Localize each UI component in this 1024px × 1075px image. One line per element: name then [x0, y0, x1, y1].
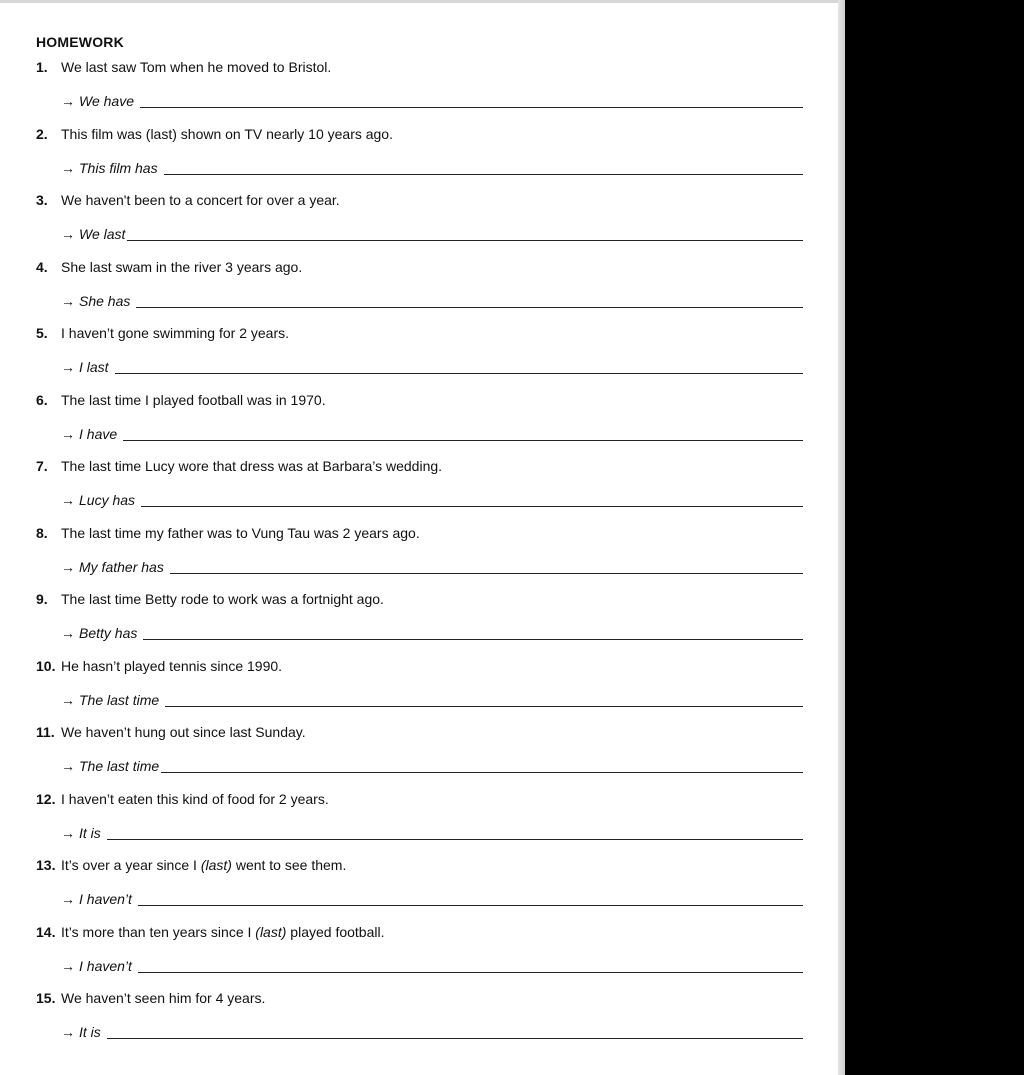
question-number: 3.: [36, 192, 48, 208]
question-text: We haven't been to a concert for over a year.: [61, 192, 340, 208]
exercise-question: [36, 657, 282, 675]
worksheet-title: HOMEWORK: [36, 34, 124, 50]
exercise-question: [36, 723, 306, 741]
question-text: The last time Lucy wore that dress was at Barbara’s wedding.: [61, 458, 443, 474]
arrow-icon: →: [61, 758, 75, 774]
answer-blank[interactable]: [140, 93, 803, 108]
arrow-icon: →: [61, 93, 75, 109]
answer-line: [61, 90, 803, 110]
arrow-icon: →: [61, 625, 75, 641]
question-number: 4.: [36, 258, 48, 275]
question-text: The last time Betty rode to work was a fortnight ago.: [61, 591, 384, 607]
answer-prompt: It is: [79, 824, 101, 841]
question-number: 7.: [36, 458, 48, 474]
question-hint: (last): [255, 923, 287, 940]
exercise-question: [36, 524, 420, 542]
answer-blank[interactable]: [165, 692, 803, 707]
exercise-item-2: [0, 125, 845, 192]
question-text: The last time I played football was in 1970.: [61, 391, 326, 408]
answer-blank[interactable]: [141, 492, 803, 507]
answer-prompt: Lucy has: [79, 492, 136, 508]
answer-blank[interactable]: [170, 559, 803, 574]
answer-line: [61, 423, 803, 443]
exercise-item-5: [0, 324, 845, 391]
question-number: 13.: [36, 857, 56, 873]
exercise-question: [36, 590, 384, 608]
answer-blank[interactable]: [127, 226, 803, 241]
question-text: I haven’t eaten this kind of food for 2 years.: [61, 790, 329, 807]
answer-blank[interactable]: [107, 1024, 803, 1039]
answer-prompt: I haven’t: [79, 891, 132, 907]
question-text: It’s more than ten years since I: [61, 923, 256, 940]
answer-line: [61, 755, 803, 775]
exercise-item-14: [0, 923, 845, 990]
arrow-icon: →: [61, 159, 75, 176]
answer-line: [61, 356, 803, 376]
answer-line: [61, 822, 803, 842]
answer-line: [61, 622, 803, 642]
question-number: 14.: [36, 923, 56, 940]
arrow-icon: →: [61, 691, 75, 708]
question-number: 12.: [36, 790, 56, 807]
question-number: 8.: [36, 524, 48, 541]
arrow-icon: →: [61, 425, 75, 442]
answer-blank[interactable]: [123, 426, 803, 441]
arrow-icon: →: [61, 957, 75, 974]
answer-blank[interactable]: [143, 625, 803, 640]
exercise-item-13: [0, 856, 845, 923]
exercise-item-3: [0, 191, 845, 258]
answer-line: [61, 223, 803, 243]
question-text: I haven’t gone swimming for 2 years.: [61, 325, 289, 341]
answer-line: [61, 888, 803, 908]
exercise-item-15: [0, 989, 845, 1056]
answer-blank[interactable]: [164, 160, 803, 175]
answer-line: [61, 556, 803, 576]
exercise-item-4: [0, 258, 845, 325]
answer-line: [61, 157, 803, 177]
question-number: 6.: [36, 391, 48, 408]
question-number: 11.: [36, 724, 55, 740]
answer-blank[interactable]: [136, 293, 803, 308]
question-text: We haven’t seen him for 4 years.: [61, 990, 266, 1006]
exercise-question: [36, 58, 331, 76]
answer-line: [61, 290, 803, 310]
exercise-item-1: [0, 58, 845, 125]
question-number: 9.: [36, 591, 48, 607]
exercise-item-11: [0, 723, 845, 790]
question-number: 10.: [36, 657, 56, 674]
page-top-edge: [0, 0, 842, 3]
answer-prompt: We have: [79, 93, 134, 109]
question-number: 5.: [36, 325, 48, 341]
exercise-question: [36, 923, 384, 941]
answer-prompt: I last: [79, 359, 109, 375]
answer-blank[interactable]: [115, 359, 803, 374]
exercise-question: [36, 125, 393, 143]
answer-prompt: I have: [79, 425, 118, 442]
exercise-item-7: [0, 457, 845, 524]
exercise-item-12: [0, 790, 845, 857]
question-text: The last time my father was to Vung Tau was 2 years ago.: [61, 524, 420, 541]
exercise-question: [36, 324, 289, 342]
question-text: We haven’t hung out since last Sunday.: [61, 724, 306, 740]
answer-blank[interactable]: [107, 825, 803, 840]
answer-line: [61, 489, 803, 509]
exercise-item-8: [0, 524, 845, 591]
arrow-icon: →: [61, 292, 75, 309]
answer-prompt: She has: [79, 292, 131, 309]
exercise-question: [36, 391, 326, 409]
answer-line: [61, 1021, 803, 1041]
exercise-question: [36, 856, 346, 874]
arrow-icon: →: [61, 824, 75, 841]
answer-prompt: The last time: [79, 691, 160, 708]
answer-prompt: The last time: [79, 758, 160, 774]
answer-line: [61, 955, 803, 975]
question-hint: (last): [200, 857, 232, 873]
exercise-question: [36, 258, 302, 276]
exercise-item-10: [0, 657, 845, 724]
exercise-question: [36, 457, 442, 475]
answer-prompt: We last: [79, 226, 126, 242]
question-text: This film was (last) shown on TV nearly 10 years ago.: [61, 125, 393, 142]
arrow-icon: →: [61, 226, 75, 242]
answer-prompt: Betty has: [79, 625, 138, 641]
answer-blank[interactable]: [138, 958, 803, 973]
question-text: She last swam in the river 3 years ago.: [61, 258, 303, 275]
arrow-icon: →: [61, 891, 75, 907]
exercise-question: [36, 790, 329, 808]
question-number: 2.: [36, 125, 48, 142]
question-number: 1.: [36, 59, 48, 75]
question-text: He hasn’t played tennis since 1990.: [61, 657, 283, 674]
question-text: It’s over a year since I: [61, 857, 201, 873]
question-number: 15.: [36, 990, 56, 1006]
answer-prompt: It is: [79, 1024, 101, 1040]
exercise-item-9: [0, 590, 845, 657]
answer-blank[interactable]: [161, 758, 803, 773]
question-text: We last saw Tom when he moved to Bristol.: [61, 59, 332, 75]
exercise-question: [36, 191, 340, 209]
answer-blank[interactable]: [138, 891, 803, 906]
exercise-question: [36, 989, 265, 1007]
arrow-icon: →: [61, 359, 75, 375]
arrow-icon: →: [61, 492, 75, 508]
answer-line: [61, 689, 803, 709]
question-text-end: went to see them.: [231, 857, 347, 873]
answer-prompt: I haven’t: [79, 957, 132, 974]
answer-prompt: This film has: [79, 159, 158, 176]
exercise-item-6: [0, 391, 845, 458]
question-text-end: played football.: [286, 923, 385, 940]
arrow-icon: →: [61, 558, 75, 575]
arrow-icon: →: [61, 1024, 75, 1040]
answer-prompt: My father has: [79, 558, 164, 575]
